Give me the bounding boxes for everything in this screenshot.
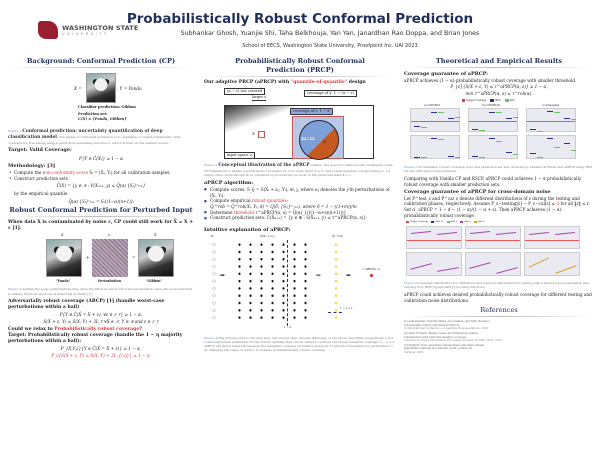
ref-venue: Springer, 2005. (404, 351, 425, 355)
fig-number: Figure 6: (404, 280, 419, 285)
method-item (8, 176, 194, 182)
algo-step-highlight: threshold (233, 209, 255, 215)
caption-title: Conformal prediction: uncertainty quantification of deep classification model (8, 128, 163, 140)
x-marker (258, 131, 265, 138)
target-label: Target: Valid Coverage: (8, 146, 72, 153)
chart-fig6-cov-1 (406, 226, 462, 249)
arcp-title: Adversarially robust coverage (ARCP) [1] (handle worst-case perturbations within a ball) (8, 298, 165, 310)
coverage-equation-2: min τ^aPRCP(α, s) ≤ τ^rob(α). (465, 90, 533, 96)
conclusion-text: aPRCP could achieves desired probabilistically robust coverage for different testing and calibration noise distributions. (404, 291, 592, 303)
legend-target-coverage: Target Coverage (462, 99, 486, 102)
zoom-region (292, 116, 344, 159)
legend-d01: d=0.1 (447, 221, 458, 224)
fig-number: Figure 3: (204, 162, 219, 167)
algo-step (204, 198, 396, 204)
logo-text-line1: WASHINGTON STATE (62, 24, 139, 32)
robust-quantile-dots (334, 241, 338, 321)
label-larger-s: larger s (252, 94, 267, 99)
label-1-minus-d: 1 − d (284, 325, 292, 329)
fig2-bottom-label: "Panda" (56, 279, 71, 284)
classifier-prediction: Classifier prediction: Gibbon (78, 104, 136, 109)
algo-step-text: Construct prediction sets: Ĉ(X̃ₙ₊₁) = {y ∈ 𝒴 : S(X̃ₙ₊₁, y) ≤ τ^aPRCP(α, s)}. (210, 215, 368, 221)
figure-3-diagram (204, 88, 396, 161)
caption-text: . The target of conformal prediction is to guarantee a certain statistically valid coverage for true labels using a prediction-generating function C, which is built on the learned model. (8, 134, 181, 145)
prediction-set-value: C(X) = {Panda, Gibbon} (78, 116, 127, 121)
chart-imagenet-setsize (526, 135, 576, 159)
reference-item (404, 332, 594, 343)
section-title-results: Theoretical and Empirical Results (404, 57, 594, 68)
chart-imagenet-coverage (526, 108, 576, 132)
fig6-legend (406, 221, 485, 224)
coverage-guarantee-title: Coverage guarantee of aPRCP: (404, 70, 488, 77)
score-grid-dots (234, 241, 310, 321)
label-not-covered: (α − s) not covered (224, 88, 265, 95)
legend-target: Target Coverage (406, 221, 428, 224)
quantile-equation: Q̂(α) {Sᵢ}ⁿᵢ₌₁ = S₍⌈(1−α)(n+1)⌉₎ (68, 198, 134, 204)
prediction-set-equation: Ĉ(X) = {y ∈ 𝒴 : V(Xₙ₊₁, y) ≤ Q̂(α) {Sᵢ}ⁿᵢ₌₁} (56, 183, 146, 189)
figure-2 (8, 233, 194, 285)
threshold-dot (370, 274, 373, 277)
fig-number: Figure 4: (204, 335, 219, 340)
figure-1-caption (8, 129, 194, 145)
algo-step-text: τ^aPRCP(α, s) = Q̂(α)_{(⌈(1−α+s)(n+1)⌉)} (254, 209, 347, 215)
chart-cifar100-setsize (468, 135, 518, 159)
quantile-text: by the empirical quantile (14, 190, 68, 196)
equals-sign: = (132, 255, 136, 261)
coverage-guarantee-text: aPRCP achieves (1 − α)-probabilistically robust coverage with smaller threshold. (404, 77, 577, 83)
chart-cifar10-setsize (410, 135, 460, 159)
column-2 (204, 57, 396, 450)
algorithm-title: aPRCP algorithm: (204, 180, 254, 187)
quantile-cutoff-line (287, 240, 288, 326)
chart-fig6-size-3 (524, 252, 580, 276)
legend-d03: d=0.3 (474, 221, 485, 224)
fig4-col-label-q: Q̂ᵢ^rob (332, 233, 343, 238)
intuitive-title: Intuitive explanation of aPRCP: (204, 226, 291, 233)
ref-authors: [3] Vladimir Vovk, Alexander Gammerman, and Glenn Shafer. (404, 343, 485, 347)
fig5-legend (462, 99, 515, 102)
figure-6-caption (404, 281, 594, 289)
method-item-text: Compute the (14, 169, 43, 175)
figure-5-caption (404, 165, 594, 173)
prob-equation-2: P_ε{S(X + ε, Y) ≤ S(X, Y) + 3L_{r,η}} ≥ 1 − η. (51, 352, 151, 358)
fig4-tau-label: τ^aPRCP(α, s) (362, 267, 380, 271)
methodology-label: Methodology: [3] (8, 163, 56, 170)
coverage-cutoff-line (328, 312, 342, 313)
subplot-title-cifar100: (b) CIFAR100 (482, 103, 500, 107)
panda-perturbed-image (138, 239, 174, 277)
arrow-step-3-icon: ➡ (346, 271, 352, 279)
ref-authors: [2] Yaniv Romano, Matteo Sesia, and Emmanuel Candes. (404, 331, 479, 335)
cross-text: Let P^test_ε and P^cal_ε denote different distributions of ε during the testing and calibration phases, respectively. Assume P_ε∼testing[ε] − P_ε∼cal[ε] ≤ (404, 195, 580, 207)
fig-number: Figure 5: (404, 164, 419, 169)
chart-fig6-size-1 (406, 252, 462, 276)
fig4-col-label-s: S(Xᵢ + εᵢⱼ) (260, 233, 275, 238)
method-item-text: Sᵢ = (Xᵢ, Yᵢ) for all calibration samples. (87, 169, 171, 175)
affiliation: School of EECS, Washington State University, Proofpoint Inc. UAI 2023 (242, 43, 418, 49)
fig2-label-eps: εᵢ (108, 233, 111, 238)
subplot-title-imagenet: (c) ImageNet (542, 103, 560, 107)
label-radius: ε = ‖ε‖ ≤ r (301, 136, 316, 140)
intro-text: Our adaptive PRCP (aPRCP) with (204, 79, 291, 85)
cross-text: for all ‖ε‖ ≤ r. Set α′_aPRCP = 1 − d − (1 − α)/(1 − α + s). Then aPRCP achieves (1 − α)-probabilistically robust coverage. (404, 201, 590, 218)
cross-domain-text (404, 196, 594, 219)
legend-hps: HPS (490, 99, 500, 102)
algo-step-text: Compute scores: S_ij = S(Xᵢ + εᵢⱼ, Yᵢ), ∀i, j, where εᵢⱼ denotes the j-th perturbations of (Xᵢ, Yᵢ). (210, 186, 390, 198)
caption-title: Conceptual illustration of the aPRCP (218, 162, 310, 168)
cross-highlight: d (556, 201, 560, 207)
poster-title: Probabilistically Robust Conformal Prediction (126, 11, 474, 27)
fig1-y-label: , Y = Panda (117, 85, 142, 91)
caption-text: Gaussian distribution for calibration and uniform distribution for testing with a fixed a hyper-parameter and varying it by HPS [2] and APS [2] scoring functions. (404, 280, 589, 289)
section-title-background: Background: Conformal Prediction (CP) (8, 57, 194, 68)
caption-text: Probabilistic robust coverage (top) and prediction set size (bottom) by Vanilla CP, RSCP, and aPRCP using HPS [2] and APS [2] scoring functions. (404, 164, 593, 173)
fig2-label-xtilde: X̃ (154, 233, 157, 238)
chart-fig6-cov-2 (465, 226, 521, 249)
subplot-title-cifar10: (a) CIFAR10 (424, 103, 441, 107)
cross-domain-title: Coverage guarantee of aPRCP for cross-domain noise (404, 189, 551, 196)
chart-fig6-size-2 (465, 252, 521, 276)
algo-step (204, 215, 396, 221)
target-equation: P{Y ∈ Ĉ(X)} ≥ 1 − α (79, 155, 123, 161)
caption-text: setting. The goal is to improve the robustness of the CP framework to handle perturbations ε bounded by r for every input X ∈ 𝒳. The robust quantile corresponding to 1-d region (blue circle around X) is computed by accounting for most of the perturbed data X + ε. (204, 162, 393, 178)
ref-venue: In International Conference on Learning Representations, 2022. (404, 327, 489, 331)
logo-text-line2: UNIVERSITY (62, 32, 109, 36)
intro-highlight: "quantile-of-quantile" (290, 79, 348, 85)
fig2-bottom-label: "Gibbon" (146, 279, 163, 284)
relax-highlight: Probabilistically robust coverage (54, 326, 140, 332)
ref-title: Adversarially robust conformal prediction. (404, 323, 460, 327)
panda-image (86, 73, 116, 103)
plus-sign: + (86, 255, 90, 261)
algo-step-highlight: robust quantiles (251, 198, 287, 204)
ref-title: Classification with valid and adaptive coverage. (404, 335, 467, 339)
label-x: X (252, 130, 255, 136)
legend-d02: d=0.2 (460, 221, 471, 224)
label-input-space: input space 𝒳 (224, 152, 255, 159)
intro-text: design (347, 79, 366, 85)
ref-venue: Advances in Neural Information Processing Systems, 33:3581–3591, 2020. (404, 339, 503, 343)
ref-authors: [1] Asaf Gendler, Tsui-Wei Weng, Luca Daniel, and Yaniv Romano. (404, 320, 491, 324)
authors: Subhankar Ghosh, Yuanjie Shi, Taha Belkhouja, Yan Yan, Janardhan Rao Doppa, and Brian Jones (180, 30, 480, 37)
legend-aps: APS (505, 99, 515, 102)
figure-4-caption (204, 336, 396, 353)
caption-text: The arrows point to the first step, the second step, and the third step of the above algorithm respectively. s is a conservativeness parameter for the robust quantile that can be varied to achieve the target marginal coverage 1 − α + s. aPRCP can find a trade-off between the marginal coverage on feature space (X, Y) and the robustness for perturbation ε by changing the value of d and s to achieve probabilistically robust coverage. (204, 335, 396, 353)
legend-d005: d=0.05 (431, 221, 443, 224)
section-title-robust-cp: Robust Conformal Prediction for Perturbed Input (8, 206, 194, 217)
arrow-step-2-icon: ➡ (316, 271, 322, 279)
method-item-highlight: non-conformity score (42, 169, 88, 175)
arcp-equation-2: S(X + ε, Y) ≤ S(X, Y) + 3L_r ∀X ∈ 𝒳, Y ∈ 𝒴 and ε ∈ ℰ_r (43, 318, 159, 324)
algo-step-text: Determine (210, 209, 234, 215)
column-1 (8, 57, 194, 450)
label-1-minus-alpha-plus-s: 1 − α + s (340, 306, 353, 310)
column-3 (404, 57, 594, 450)
chart-cifar100-coverage (468, 108, 518, 132)
prob-target: Target: Probabilistically robust coverage (handle the 1 − η majority perturbations within a ball): (8, 332, 183, 344)
fig1-x-label: X = (74, 85, 82, 91)
coverage-equation-1: P_{ε}{S(X + ε, Y) ≤ τ^aPRCP(α, s)} ≥ 1 − α, (450, 84, 548, 90)
panda-clean-image (46, 239, 82, 277)
figure-2-caption (8, 287, 194, 295)
ref-title: Algorithmic learning in a random world, volume 29. (404, 347, 473, 351)
comparison-text: Comparing with Vanilla CP and RSCP, aPRCP could achieves 1 − α probabilistically robust coverage with smaller prediction sets. (404, 175, 582, 187)
fig4-col-label-x: Xᵢ (211, 233, 214, 238)
algo-step-text: : (286, 198, 288, 204)
figure-1 (58, 71, 194, 127)
algo-step (204, 187, 396, 198)
caption-text: Adding the noise perturbations may drive the fitted model to error at test and then cause the score function to inflate. Previous work has studied this problem [1]. (8, 287, 193, 296)
poster-header (0, 0, 600, 56)
reference-item (404, 320, 594, 331)
chart-fig6-cov-3 (524, 226, 580, 249)
method-item-text: Construct prediction sets (14, 175, 68, 181)
label-coverage-y: coverage of y: 1 − (α − s) (304, 90, 357, 97)
aprcp-intro (204, 80, 396, 86)
label-x-zoom: X (323, 138, 326, 144)
x-column-circles (212, 241, 216, 321)
algo-step-text: Compute empirical (210, 198, 252, 204)
fig-number: Figure 2: (8, 287, 23, 292)
figure-5-charts (404, 99, 594, 163)
contamination-text: When data X is contaminated by noise ε, CP could still work for X̃ = X + ε [1]. (8, 220, 194, 232)
figure-4-diagram (204, 234, 396, 334)
figure-3-caption (204, 163, 396, 177)
section-title-prcp: Probabilistically Robust Conformal Prediction (PRCP) (204, 57, 396, 77)
relax-text: ? (139, 326, 142, 332)
figure-6-charts (404, 221, 594, 279)
robust-quantile-equation: Q̂ᵢ^rob = Q̂^rob(Xᵢ, Yᵢ; d) = Q(δ, {Sᵢⱼ}ᵐⱼ₌₁), where δ = 1 − ⌊(1+m)⌋/m (210, 203, 357, 209)
relax-text: Could we relax to (8, 326, 55, 332)
fig2-label-x: X (61, 233, 64, 238)
prediction-set-label: Prediction set: (78, 111, 108, 116)
reference-item (404, 344, 594, 355)
perturbation-noise-image (92, 239, 128, 277)
fig2-bottom-label: Perturbation (98, 279, 121, 284)
arrow-step-1-icon: ➡ (220, 271, 226, 279)
prob-equation-1: P_{X,Y,ε}{Y ∈ Ĉ(X̃ = X + ε)} ≥ 1 − α, (60, 346, 142, 352)
chart-cifar10-coverage (410, 108, 460, 132)
section-title-references: References (404, 306, 594, 317)
arcp-equation-1: P{Y ∈ Ĉ(X̃ = X + ε), ∀ε ∈ ℰ_r} ≥ 1 − α, (59, 312, 143, 318)
label-coverage-eps: coverage of ε: 1 − d (290, 108, 333, 115)
fig-number: Figure 1: (8, 128, 23, 133)
